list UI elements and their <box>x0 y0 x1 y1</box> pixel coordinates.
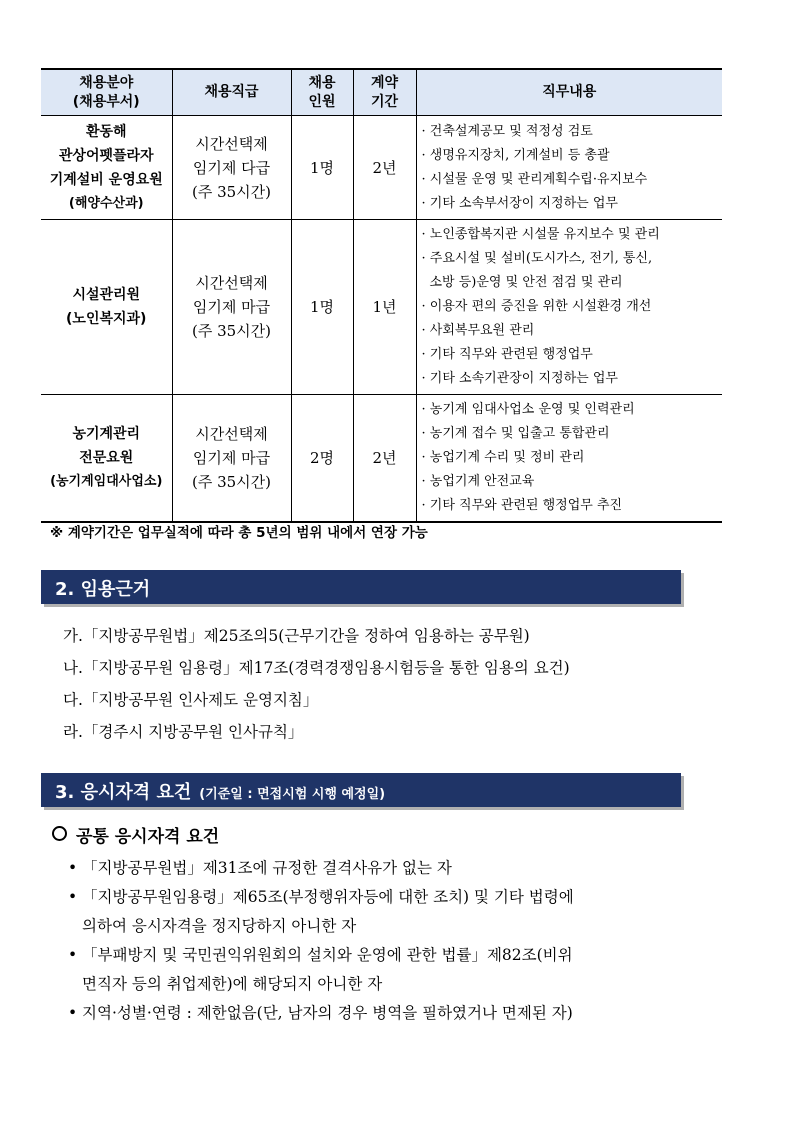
count-cell: 1명 <box>291 116 353 220</box>
basis-item: 나.「지방공무원 임용령」제17조(경력경쟁임용시험등을 통한 임용의 요건) <box>63 659 570 677</box>
period-cell: 2년 <box>353 116 416 220</box>
field-cell: 농기계관리 전문요원 (농기계임대사업소) <box>41 395 172 523</box>
contract-note: ※ 계약기간은 업무실적에 따라 총 5년의 범위 내에서 연장 가능 <box>50 525 428 541</box>
section-title: 2. 임용근거 <box>55 579 151 600</box>
duty-cell: · 노인종합복지관 시설물 유지보수 및 관리 · 주요시설 및 설비(도시가스, 전기, 통신, 소방 등)운영 및 안전 점검 및 관리 · 이용자 편의 증진을 위한 시설환경 개선 · 사회복무요원 관리 · 기타 직무와 관련된 행정업무 · 기타 소속기관장이 지정하는 업무 <box>416 220 722 395</box>
table-row <box>41 395 722 523</box>
duty-cell: · 농기계 임대사업소 운영 및 인력관리 · 농기계 접수 및 입출고 통합관리 · 농업기계 수리 및 정비 관리 · 농업기계 안전교육 · 기타 직무와 관련된 행정업무 추진 <box>416 395 722 523</box>
basis-item: 가.「지방공무원법」제25조의5(근무기간을 정하여 임용하는 공무원) <box>63 627 530 645</box>
bullet-icon: • <box>68 859 78 877</box>
table-header-row <box>41 69 722 116</box>
table-row <box>41 116 722 220</box>
basis-item: 다.「지방공무원 인사제도 운영지침」 <box>63 691 319 709</box>
count-cell: 2명 <box>291 395 353 523</box>
field-cell: 시설관리원 (노인복지과) <box>41 220 172 395</box>
recruitment-table <box>41 68 722 523</box>
period-cell: 2년 <box>353 395 416 523</box>
bullet-icon: • <box>68 946 78 964</box>
header-count: 채용 인원 <box>291 69 353 116</box>
list-item: • 「지방공무원법」제31조에 규정한 결격사유가 없는 자 <box>68 854 452 883</box>
header-field: 채용분야 (채용부서) <box>41 69 172 116</box>
duty-cell: · 건축설계공모 및 적정성 검토 · 생명유지장치, 기계설비 등 총괄 · 시설물 운영 및 관리계획수립·유지보수 · 기타 소속부서장이 지정하는 업무 <box>416 116 722 220</box>
section-subtitle: (기준일 : 면접시험 시행 예정일) <box>199 787 386 802</box>
position-cell: 시간선택제 임기제 마급 (주 35시간) <box>172 220 291 395</box>
position-cell: 시간선택제 임기제 마급 (주 35시간) <box>172 395 291 523</box>
section-title: 3. 응시자격 요건 <box>55 782 192 803</box>
circle-bullet-icon <box>52 826 67 841</box>
bullet-icon: • <box>68 1004 78 1022</box>
header-period: 계약 기간 <box>353 69 416 116</box>
section-header-eligibility <box>41 773 681 807</box>
header-position: 채용직급 <box>172 69 291 116</box>
count-cell: 1명 <box>291 220 353 395</box>
list-item: • 「부패방지 및 국민권익위원회의 설치와 운영에 관한 법률」제82조(비위 면직자 등의 취업제한)에 해당되지 아니한 자 <box>68 941 573 999</box>
table-row <box>41 220 722 395</box>
list-item: • 「지방공무원임용령」제65조(부정행위자등에 대한 조치) 및 기타 법령에 의하여 응시자격을 정지당하지 아니한 자 <box>68 883 574 941</box>
section-header-appointment-basis <box>41 570 681 604</box>
bullet-icon: • <box>68 888 78 906</box>
basis-item: 라.「경주시 지방공무원 인사규칙」 <box>63 723 304 741</box>
list-item: • 지역·성별·연령 : 제한없음(단, 남자의 경우 병역을 필하였거나 면제된 자) <box>68 999 573 1028</box>
field-cell: 환동해 관상어펫플라자 기계설비 운영요원 (해양수산과) <box>41 116 172 220</box>
common-requirements-heading: 공통 응시자격 요건 <box>52 822 219 847</box>
position-cell: 시간선택제 임기제 다급 (주 35시간) <box>172 116 291 220</box>
period-cell: 1년 <box>353 220 416 395</box>
header-duty: 직무내용 <box>416 69 722 116</box>
